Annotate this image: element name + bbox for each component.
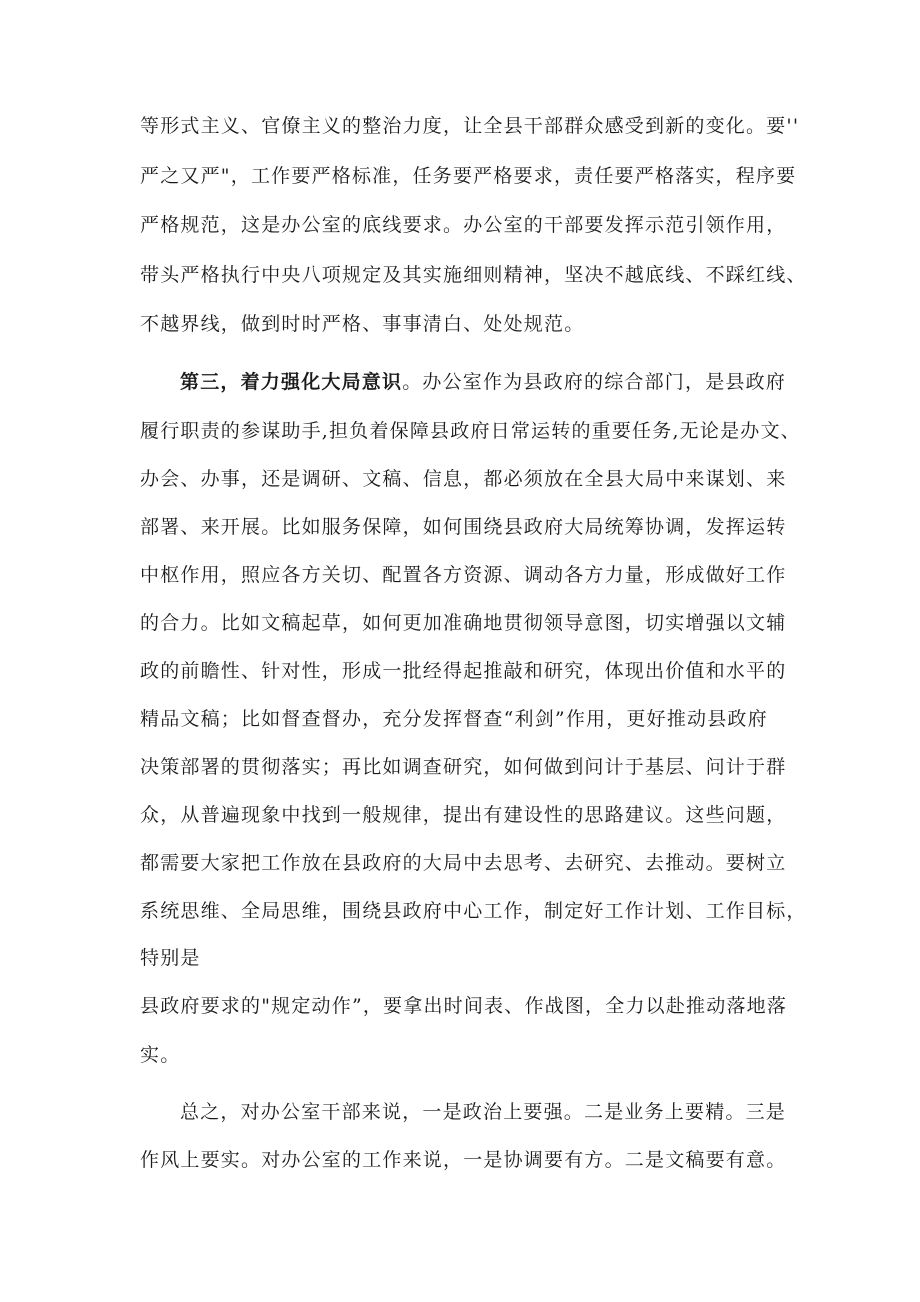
section-heading: 第三，着力强化大局意识 <box>180 371 403 393</box>
paragraph-2-line-5: 中枢作用，照应各方关切、配置各方资源、调动各方力量，形成做好工作 <box>140 564 787 586</box>
paragraph-2-line-11: 都需要大家把工作放在县政府的大局中去思考、去研究、去推动。要树立 <box>140 852 787 874</box>
paragraph-2-line-2: 履行职责的参谋助手,担负着保障县政府日常运转的重要任务,无论是办文、 <box>140 420 801 442</box>
paragraph-1-line-1: 等形式主义、官僚主义的整治力度，让全县干部群众感受到新的变化。要'' <box>140 115 800 137</box>
paragraph-2-line-12: 系统思维、全局思维，围绕县政府中心工作，制定好工作计划、工作目标， <box>140 900 807 922</box>
paragraph-3-line-2: 作风上要实。对办公室的工作来说，一是协调要有方。二是文稿要有意。 <box>140 1149 787 1171</box>
paragraph-2-line-6: 的合力。比如文稿起草，如何更加准确地贯彻领导意图，切实增强以文辅 <box>140 612 787 634</box>
paragraph-2-line-10: 众，从普遍现象中找到一般规律，提出有建设性的思路建议。这些问题， <box>140 804 787 826</box>
paragraph-1-line-2: 严之又严"，工作要严格标准，任务要严格要求，责任要严格落实，程序要 <box>140 165 797 187</box>
paragraph-2-line-13: 特别是 <box>140 947 201 969</box>
paragraph-1-line-3: 严格规范，这是办公室的底线要求。办公室的干部要发挥示范引领作用， <box>140 214 787 236</box>
paragraph-2-line-7: 政的前瞻性、针对性，形成一批经得起推敲和研究，体现出价值和水平的 <box>140 660 787 682</box>
paragraph-3-line-1: 总之，对办公室干部来说，一是政治上要强。二是业务上要精。三是 <box>180 1101 787 1123</box>
paragraph-2-line-8: 精品文稿；比如督查督办，充分发挥督查“利剑”作用，更好推动县政府 <box>140 708 768 730</box>
paragraph-2-line-1 <box>180 370 786 394</box>
paragraph-2-line-4: 部署、来开展。比如服务保障，如何围绕县政府大局统筹协调，发挥运转 <box>140 516 787 538</box>
paragraph-1-line-4: 带头严格执行中央八项规定及其实施细则精神，坚决不越底线、不踩红线、 <box>140 264 807 286</box>
paragraph-2-line-14: 县政府要求的"规定动作”，要拿出时间表、作战图，全力以赴推动落地落 <box>140 995 788 1017</box>
paragraph-2-line-15: 实。 <box>140 1044 181 1066</box>
paragraph-2-line-9: 决策部署的贯彻落实；再比如调查研究，如何做到问计于基层、问计于群 <box>140 756 787 778</box>
paragraph-2-line-1-text: 。办公室作为县政府的综合部门，是县政府 <box>402 371 787 393</box>
paragraph-2-line-3: 办会、办事，还是调研、文稿、信息，都必须放在全县大局中来谋划、来 <box>140 468 787 490</box>
paragraph-1-line-5: 不越界线，做到时时严格、事事清白、处处规范。 <box>140 313 585 335</box>
